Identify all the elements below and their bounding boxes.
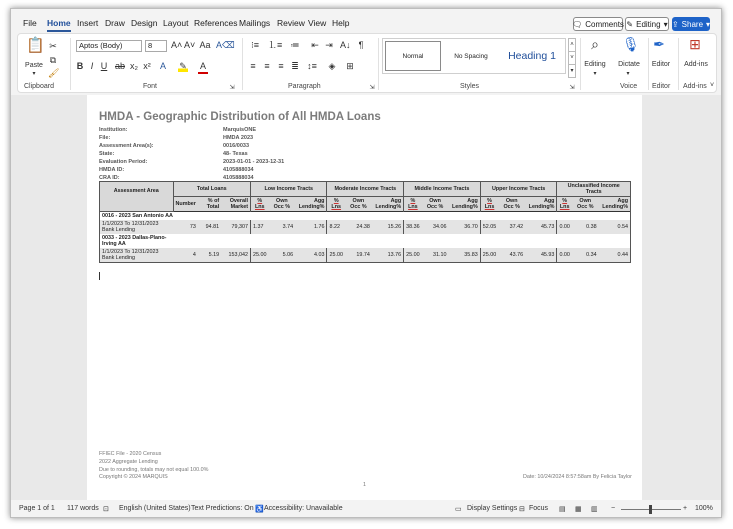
divider xyxy=(242,38,243,90)
share-icon: ⇪ xyxy=(671,19,679,29)
highlight-icon[interactable]: ✎ xyxy=(179,61,187,71)
column-header: Own Occ % xyxy=(498,197,525,212)
column-group-header: Upper Income Tracts xyxy=(480,182,557,197)
text-cursor xyxy=(99,272,100,280)
cell-upper-pct-lns: 25.00 xyxy=(480,248,498,263)
cell-overall-market: 79,307 xyxy=(221,220,250,234)
column-header: Agg Lending% xyxy=(525,197,557,212)
cell-low-own-occ: 5.06 xyxy=(269,248,296,263)
status-bar xyxy=(11,500,721,518)
column-header: % Lns xyxy=(251,197,269,212)
tab-mailings[interactable]: Mailings xyxy=(239,18,271,28)
cell-moderate-own-occ: 19.74 xyxy=(345,248,372,263)
read-mode-icon[interactable]: ▤ xyxy=(559,506,566,513)
cell-overall-market: 153,042 xyxy=(221,248,250,263)
strikethrough-icon[interactable]: ab xyxy=(115,61,126,71)
cell-low-own-occ: 3.74 xyxy=(269,220,296,234)
region-name: 0016 - 2023 San Antonio AA xyxy=(100,212,631,221)
word-count-status[interactable]: 117 words xyxy=(67,505,99,512)
table-group-header-row xyxy=(100,182,631,197)
sort-icon[interactable]: A↓ xyxy=(340,40,351,50)
tab-references[interactable]: References xyxy=(194,18,238,28)
meta-label: State: xyxy=(99,151,115,157)
column-header: % Lns xyxy=(557,197,572,212)
add-ins-button-label[interactable]: Add-ins xyxy=(684,61,708,68)
cell-moderate-own-occ: 24.38 xyxy=(345,220,372,234)
page-count-status[interactable]: Page 1 of 1 xyxy=(19,505,55,512)
meta-label: Evaluation Period: xyxy=(99,159,148,165)
focus-icon[interactable]: ⊟ xyxy=(519,506,525,513)
cell-middle-own-occ: 31.10 xyxy=(422,248,449,263)
cell-middle-agg-lending: 36.70 xyxy=(448,220,480,234)
share-button[interactable] xyxy=(672,17,710,31)
column-group-header: Low Income Tracts xyxy=(251,182,327,197)
styles-gallery xyxy=(382,38,566,74)
cell-low-agg-lending: 1.76 xyxy=(295,220,327,234)
increase-indent-icon[interactable]: ⇥ xyxy=(325,40,333,50)
cell-low-pct-lns: 1.37 xyxy=(251,220,269,234)
cell-low-pct-lns: 25.00 xyxy=(251,248,269,263)
cell-upper-agg-lending: 45.73 xyxy=(525,220,557,234)
column-header: Agg Lending% xyxy=(295,197,327,212)
chevron-down-icon[interactable]: ▾ xyxy=(593,71,597,77)
grow-font-icon[interactable]: A˄ xyxy=(171,40,183,50)
footer-line: Due to rounding, totals may not equal 100.0% xyxy=(99,467,209,473)
meta-value: HMDA 2023 xyxy=(223,135,254,141)
column-header: Agg Lending% xyxy=(599,197,631,212)
cell-upper-pct-lns: 52.05 xyxy=(480,220,498,234)
menu-bar xyxy=(11,9,721,35)
column-header: Assessment Area xyxy=(100,182,174,212)
column-header: Overall Market xyxy=(221,197,250,212)
clear-formatting-icon[interactable]: A⌫ xyxy=(216,40,235,50)
paste-dropdown-icon[interactable]: ▾ xyxy=(32,71,36,77)
divider xyxy=(678,38,679,90)
editor-group-label: Editor xyxy=(652,83,671,90)
align-center-icon[interactable]: ≡ xyxy=(264,61,270,71)
column-header: Number xyxy=(173,197,198,212)
table-sub-header-row xyxy=(100,197,631,212)
divider xyxy=(378,38,379,90)
cell-number: 73 xyxy=(173,220,198,234)
shading-icon[interactable]: ◈ xyxy=(328,61,336,71)
paragraph-group-label: Paragraph xyxy=(288,83,321,90)
cell-unclassified-pct-lns: 0.00 xyxy=(557,220,572,234)
meta-label: Institution: xyxy=(99,127,128,133)
cell-unclassified-agg-lending: 0.44 xyxy=(599,248,631,263)
styles-scroll-up-icon[interactable]: ˄ xyxy=(568,38,576,52)
voice-group-label: Voice xyxy=(620,83,638,90)
meta-label: CRA ID: xyxy=(99,175,120,181)
tab-view[interactable]: View xyxy=(308,18,327,28)
cell-pct-total: 5.19 xyxy=(198,248,221,263)
editor-pen-icon[interactable]: ✒ xyxy=(653,36,665,52)
editing-button-label[interactable]: Editing xyxy=(584,61,606,68)
shrink-font-icon[interactable]: A˅ xyxy=(184,40,196,50)
column-group-header: Total Loans xyxy=(173,182,251,197)
tab-design[interactable]: Design xyxy=(131,18,158,28)
column-header: Agg Lending% xyxy=(372,197,404,212)
styles-scroll-down-icon[interactable]: ˅ xyxy=(568,51,576,65)
cell-middle-agg-lending: 35.83 xyxy=(448,248,480,263)
cut-icon[interactable]: ✂ xyxy=(49,41,57,51)
multilevel-list-icon[interactable]: ≔ xyxy=(290,40,300,50)
chevron-down-icon: ▾ xyxy=(663,19,668,29)
column-header: % Lns xyxy=(404,197,422,212)
display-settings-button[interactable]: Display Settings xyxy=(467,505,518,512)
copy-icon[interactable]: ⧉ xyxy=(49,55,57,65)
document-area[interactable] xyxy=(11,95,721,500)
column-header: Own Occ % xyxy=(422,197,449,212)
paragraph-dialog-launcher-icon[interactable]: ⇲ xyxy=(369,85,375,91)
editing-mode-button[interactable] xyxy=(625,17,669,31)
column-group-header: Moderate Income Tracts xyxy=(327,182,404,197)
zoom-out-icon[interactable]: − xyxy=(611,505,616,512)
tab-draw[interactable]: Draw xyxy=(105,18,125,28)
styles-group-label: Styles xyxy=(460,83,480,90)
divider xyxy=(70,38,71,90)
bold-icon[interactable]: B xyxy=(76,61,84,71)
row-label: 1/1/2023 To 12/31/2023 Bank Lending xyxy=(100,248,174,263)
accessibility-status[interactable]: Accessibility: Unavailable xyxy=(264,505,343,512)
column-group-header: Unclassified Income Tracts xyxy=(557,182,631,197)
column-header: Own Occ % xyxy=(269,197,296,212)
text-effects-icon[interactable]: A xyxy=(159,61,166,71)
cell-number: 4 xyxy=(173,248,198,263)
home-ribbon xyxy=(17,33,717,93)
font-name-select[interactable]: Aptos (Body) xyxy=(76,40,142,52)
change-case-icon[interactable]: Aa xyxy=(199,40,211,50)
cell-moderate-pct-lns: 25.00 xyxy=(327,248,345,263)
tab-review[interactable]: Review xyxy=(277,18,305,28)
cell-middle-pct-lns: 38.36 xyxy=(404,220,422,234)
cell-upper-own-occ: 37.42 xyxy=(498,220,525,234)
cell-middle-pct-lns: 25.00 xyxy=(404,248,422,263)
meta-value: 4105888034 xyxy=(223,167,254,173)
hmda-distribution-table[interactable] xyxy=(99,181,631,263)
chevron-down-icon: ▾ xyxy=(706,19,711,29)
cell-moderate-agg-lending: 13.76 xyxy=(372,248,404,263)
meta-label: File: xyxy=(99,135,111,141)
cell-unclassified-own-occ: 0.34 xyxy=(572,248,599,263)
dictate-button-label[interactable]: Dictate xyxy=(618,61,640,68)
cell-unclassified-pct-lns: 0.00 xyxy=(557,248,572,263)
paste-label[interactable]: Paste xyxy=(25,62,43,69)
column-header: % Lns xyxy=(327,197,345,212)
decrease-indent-icon[interactable]: ⇤ xyxy=(311,40,319,50)
find-icon[interactable]: ⌕ xyxy=(591,36,599,52)
style-normal[interactable]: Normal xyxy=(385,41,441,71)
display-settings-icon[interactable]: ▭ xyxy=(455,506,462,513)
report-title: HMDA - Geographic Distribution of All HMDA Loans xyxy=(99,111,381,123)
comments-button[interactable] xyxy=(573,17,623,31)
column-header: % of Total xyxy=(198,197,221,212)
borders-icon[interactable]: ⊞ xyxy=(346,61,354,71)
meta-label: HMDA ID: xyxy=(99,167,125,173)
style-heading-1[interactable]: Heading 1 xyxy=(508,50,556,62)
proofing-icon[interactable]: ⊡ xyxy=(103,506,109,513)
styles-dialog-launcher-icon[interactable]: ⇲ xyxy=(569,85,575,91)
microphone-icon[interactable]: 🎙 xyxy=(622,36,640,52)
meta-label: Assessment Area(s): xyxy=(99,143,154,149)
tab-layout[interactable]: Layout xyxy=(163,18,189,28)
meta-value: 4105888034 xyxy=(223,175,254,181)
zoom-in-icon[interactable]: + xyxy=(683,505,688,512)
cell-pct-total: 94.81 xyxy=(198,220,221,234)
zoom-slider-thumb[interactable] xyxy=(649,505,652,514)
focus-button[interactable]: Focus xyxy=(529,505,549,512)
text-predictions-status[interactable]: Text Predictions: On xyxy=(191,505,254,512)
font-dialog-launcher-icon[interactable]: ⇲ xyxy=(229,85,235,91)
cell-upper-agg-lending: 45.93 xyxy=(525,248,557,263)
font-group-label: Font xyxy=(143,83,158,90)
comment-icon: 🗨 xyxy=(572,19,583,29)
footer-date: Date: 10/24/2024 8:57:58am By Felicia Taylor xyxy=(523,474,632,480)
print-layout-icon[interactable]: ▦ xyxy=(575,506,582,513)
meta-value: 2023-01-01 - 2023-12-31 xyxy=(223,159,285,165)
collapse-ribbon-icon[interactable]: ˅ xyxy=(709,82,715,89)
cell-unclassified-agg-lending: 0.54 xyxy=(599,220,631,234)
clipboard-group-label: Clipboard xyxy=(24,83,54,90)
footer-line: FFIEC File - 2020 Census xyxy=(99,451,162,457)
cell-moderate-pct-lns: 8.22 xyxy=(327,220,345,234)
paste-icon[interactable]: 📋 xyxy=(26,37,45,54)
region-name: 0033 - 2023 Dallas-Plano-Irving AA xyxy=(102,235,167,247)
meta-value: 48- Texas xyxy=(223,151,248,157)
document-page[interactable] xyxy=(87,95,642,500)
editor-button-label[interactable]: Editor xyxy=(651,61,671,68)
meta-value: MarquisONE xyxy=(223,127,257,133)
web-layout-icon[interactable]: ▥ xyxy=(591,506,598,513)
column-header: Own Occ % xyxy=(345,197,372,212)
underline-icon[interactable]: U xyxy=(100,61,108,71)
column-header: Own Occ % xyxy=(572,197,599,212)
cell-moderate-agg-lending: 15.26 xyxy=(372,220,404,234)
bullets-icon[interactable]: ⁝≡ xyxy=(250,40,260,50)
add-ins-group-label: Add-ins xyxy=(683,83,707,90)
table-row xyxy=(100,248,631,263)
style-no-spacing[interactable]: No Spacing xyxy=(454,52,488,60)
subscript-icon[interactable]: x₂ xyxy=(130,61,138,71)
language-status[interactable]: English (United States) xyxy=(119,505,191,512)
line-spacing-icon[interactable]: ↕≡ xyxy=(307,61,317,71)
numbering-icon[interactable]: ⒈≡ xyxy=(268,40,283,50)
accessibility-icon[interactable]: ♿ xyxy=(255,506,264,513)
meta-value: 0016/0033 xyxy=(223,143,249,149)
pencil-icon: ✎ xyxy=(626,19,634,29)
region-header-row xyxy=(100,212,631,221)
tab-insert[interactable]: Insert xyxy=(77,18,99,28)
cell-low-agg-lending: 4.03 xyxy=(295,248,327,263)
cell-middle-own-occ: 34.06 xyxy=(422,220,449,234)
superscript-icon[interactable]: x² xyxy=(143,61,151,71)
footer-page-number: 1 xyxy=(363,482,366,488)
add-ins-icon[interactable]: ⊞ xyxy=(689,36,701,52)
styles-more-icon[interactable]: ▾ xyxy=(568,64,576,78)
chevron-down-icon[interactable]: ▾ xyxy=(626,71,630,77)
font-color-icon[interactable]: A xyxy=(198,60,208,74)
justify-icon[interactable]: ≣ xyxy=(291,61,299,71)
italic-icon[interactable]: I xyxy=(90,61,94,71)
cell-upper-own-occ: 43.76 xyxy=(498,248,525,263)
column-group-header: Middle Income Tracts xyxy=(404,182,481,197)
word-window xyxy=(10,8,722,518)
show-formatting-icon[interactable]: ¶ xyxy=(358,40,364,50)
format-painter-icon[interactable]: 🖌 xyxy=(48,68,60,78)
font-size-select[interactable]: 8 xyxy=(145,40,167,52)
zoom-level[interactable]: 100% xyxy=(695,505,713,512)
table-row xyxy=(100,220,631,234)
editing-mode-label: Editing xyxy=(636,19,661,29)
column-header: Agg Lending% xyxy=(448,197,480,212)
tab-home[interactable]: Home xyxy=(47,18,71,28)
footer-line: Copyright © 2024 MARQUIS xyxy=(99,474,168,480)
tab-help[interactable]: Help xyxy=(332,18,350,28)
share-button-label: Share xyxy=(681,19,704,29)
comments-button-label: Comments xyxy=(585,19,624,29)
cell-unclassified-own-occ: 0.38 xyxy=(572,220,599,234)
footer-line: 2022 Aggregate Lending xyxy=(99,459,158,465)
tab-file[interactable]: File xyxy=(23,18,37,28)
align-left-icon[interactable]: ≡ xyxy=(250,61,256,71)
row-label: 1/1/2023 To 12/31/2023 Bank Lending xyxy=(100,220,174,234)
region-header-row xyxy=(100,234,631,248)
align-right-icon[interactable]: ≡ xyxy=(278,61,284,71)
column-header: % Lns xyxy=(480,197,498,212)
